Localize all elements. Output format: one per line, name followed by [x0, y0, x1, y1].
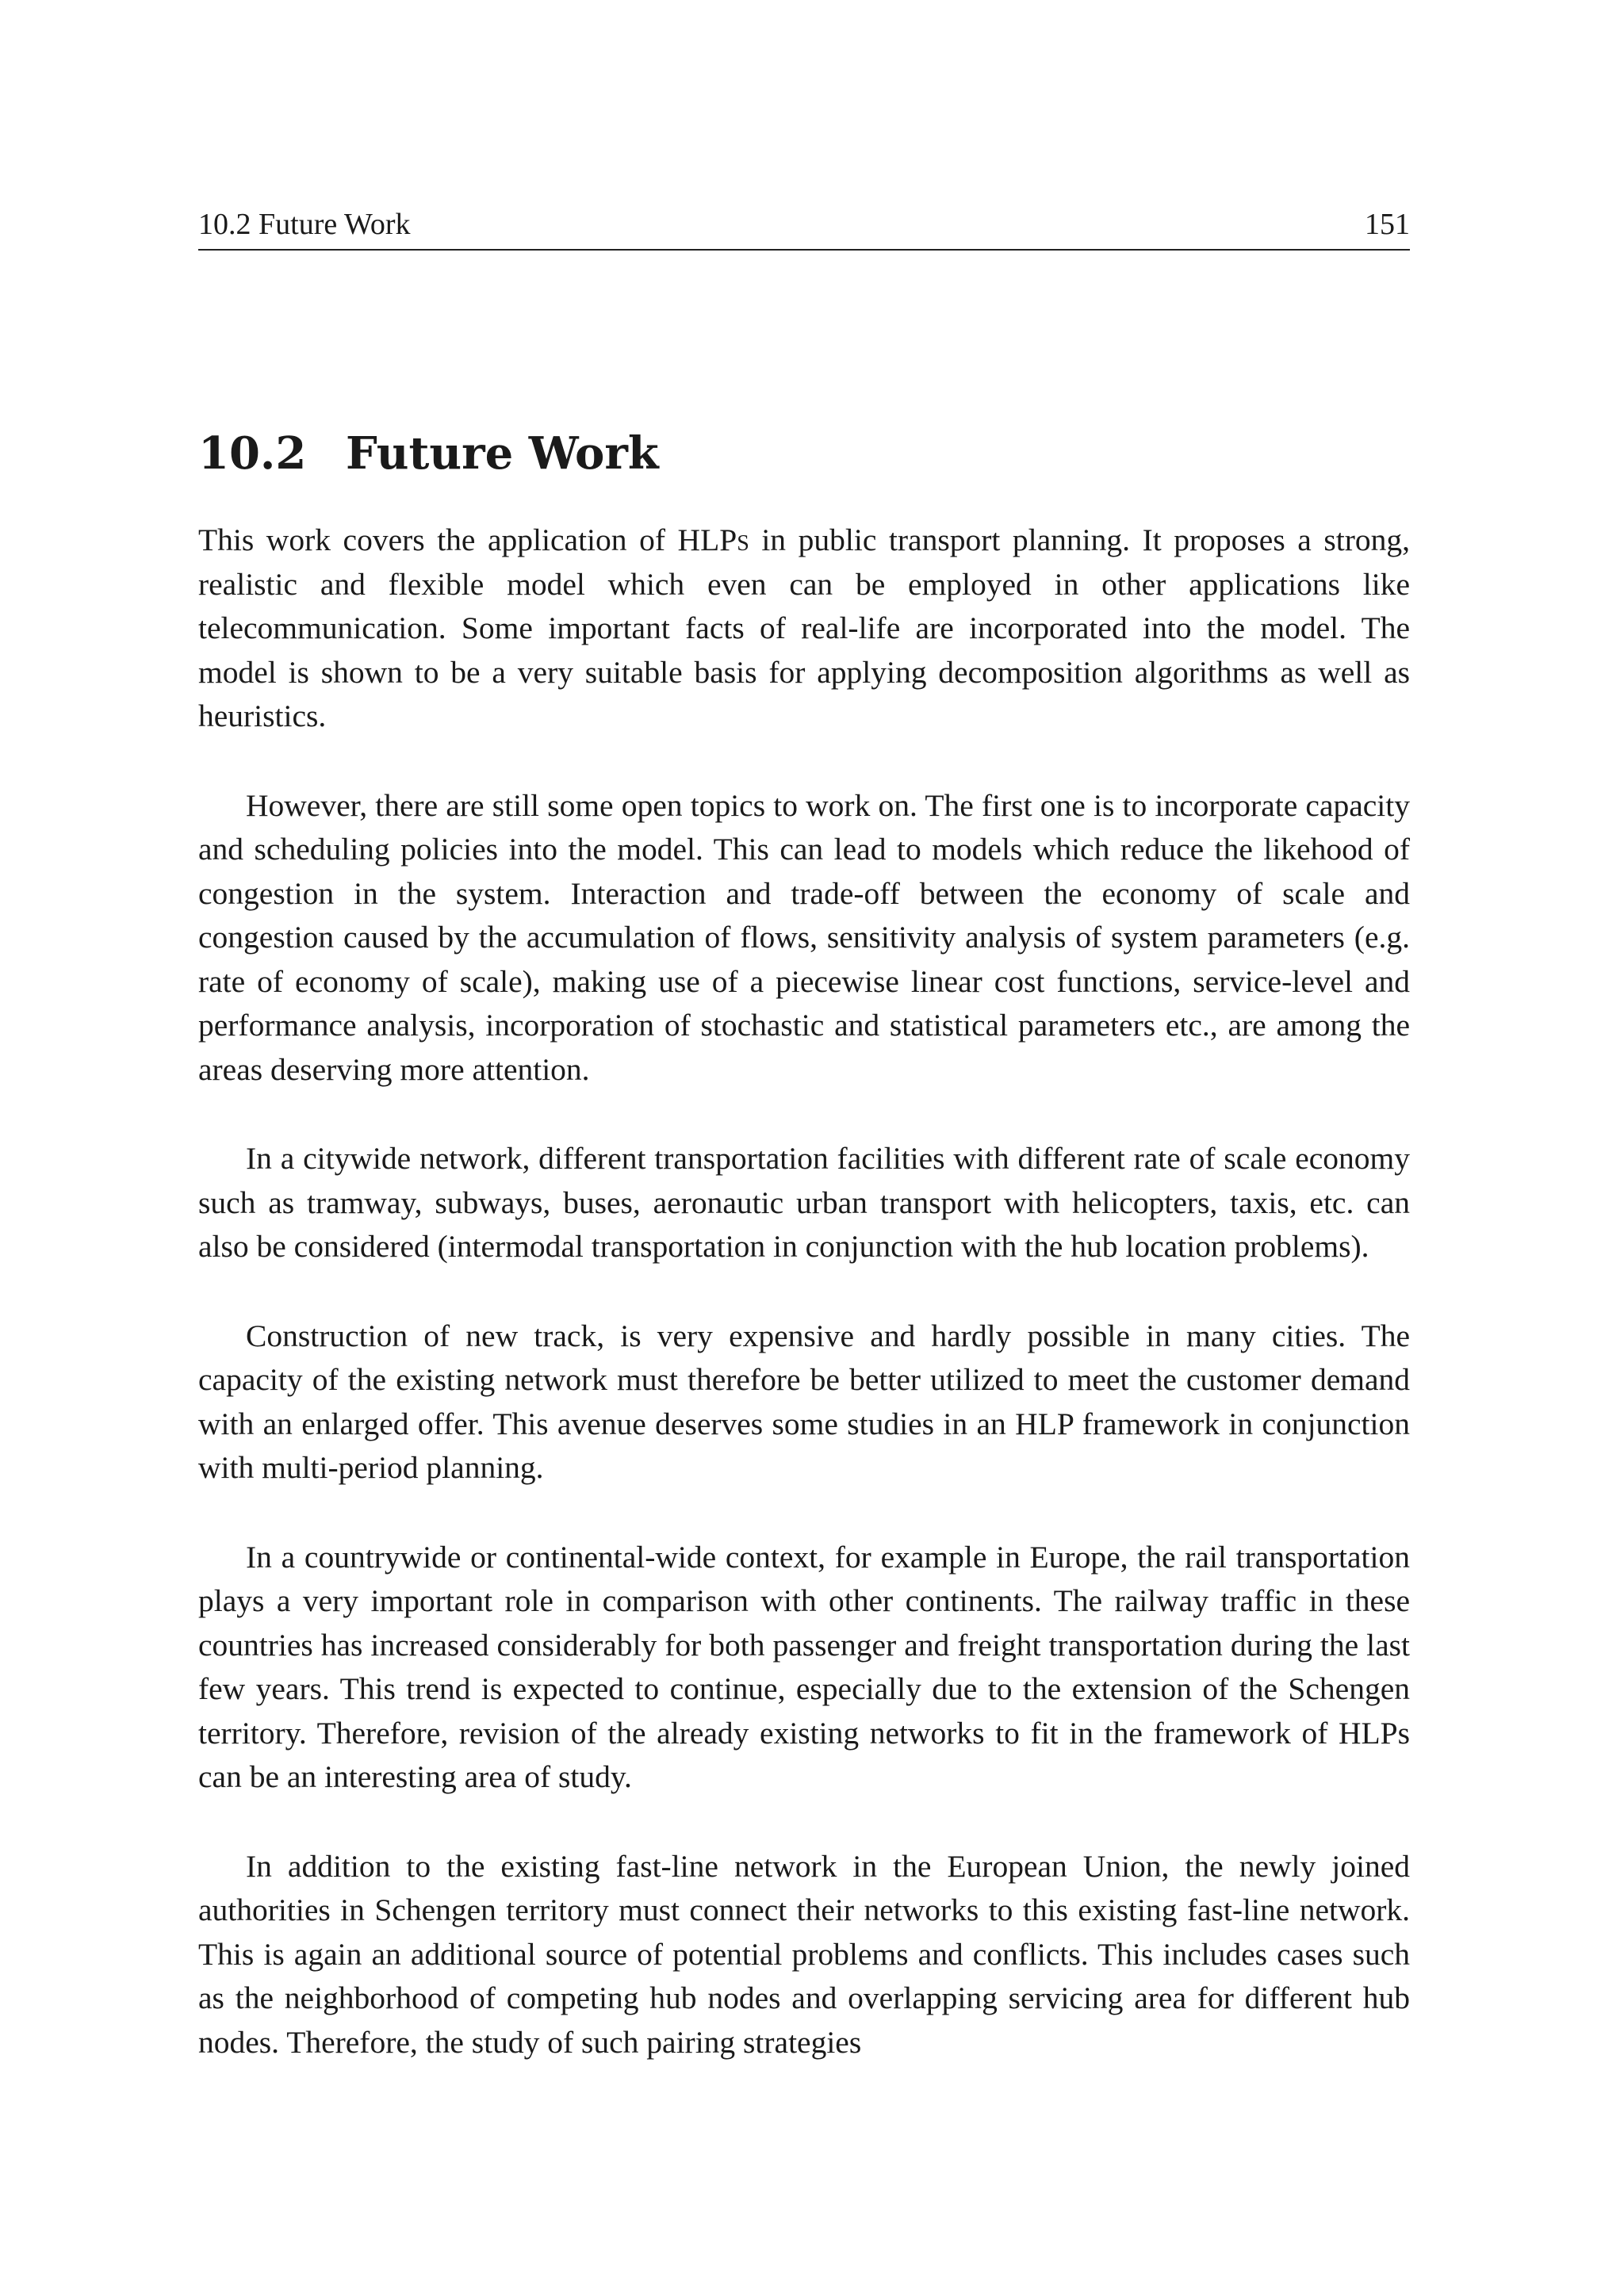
body-text — [198, 519, 1410, 2110]
paragraph-1-smallcaps: s — [737, 522, 749, 557]
paragraph-1-after: in public transport planning. It proposes a strong, realistic and flexible model which even can be employed in other applications like telecommunication. Some important facts of real-life are incorporated into the model. The model is shown to be a very suitable basis for applying decomposition algorithms as well as heuristics. — [198, 522, 1410, 733]
paragraph-1-before: This work covers the application of HLP — [198, 522, 737, 557]
paragraph-6: In addition to the existing fast-line network in the European Union, the newly joined authorities in Schengen territory must connect their networks to this existing fast-line network. This is again an additional source of potential problems and conflicts. This includes cases such as the neighborhood of competing hub nodes and overlapping servicing area for different hub nodes. Therefore, the study of such pairing strategies — [198, 1848, 1410, 2060]
page — [198, 0, 1410, 2296]
paragraph-3: In a citywide network, different transportation facilities with different rate of scale economy such as tramway, subways, buses, aeronautic urban transport with helicopters, taxis, etc. can also be considered (intermodal transportation in conjunction with the hub location problems). — [198, 1141, 1410, 1264]
section-number: 10.2 — [198, 427, 307, 480]
paragraph-5: In a countrywide or continental-wide context, for example in Europe, the rail transportation plays a very important role in comparison with other continents. The railway traffic in these countries has increased considerably for both passenger and freight transportation during the last few years. This trend is expected to continue, especially due to the extension of the Schengen territory. Therefore, revision of the already existing networks to fit in the framework of HLPs can be an interesting area of study. — [198, 1539, 1410, 1794]
section-heading — [198, 422, 659, 485]
paragraph-4: Construction of new track, is very expensive and hardly possible in many cities. The capacity of the existing network must therefore be better utilized to meet the customer demand with an enlarged offer. This avenue deserves some studies in an HLP framework in conjunction with multi-period planning. — [198, 1318, 1410, 1485]
page-number: 151 — [1365, 208, 1410, 241]
running-header-section: 10.2 Future Work — [198, 208, 411, 241]
running-header — [198, 208, 1410, 251]
paragraph-2: However, there are still some open topics to work on. The first one is to incorporate capacity and scheduling policies into the model. This can lead to models which reduce the likehood of congestion in the system. Interaction and trade-off between the economy of scale and congestion caused by the accumulation of flows, sensitivity analysis of system parameters (e.g. rate of economy of scale), making use of a piecewise linear cost functions, service-level and performance analysis, incorporation of stochastic and statistical parameters etc., are among the areas deserving more attention. — [198, 787, 1410, 1087]
section-title: Future Work — [346, 427, 659, 480]
paragraph-1 — [198, 519, 1410, 739]
